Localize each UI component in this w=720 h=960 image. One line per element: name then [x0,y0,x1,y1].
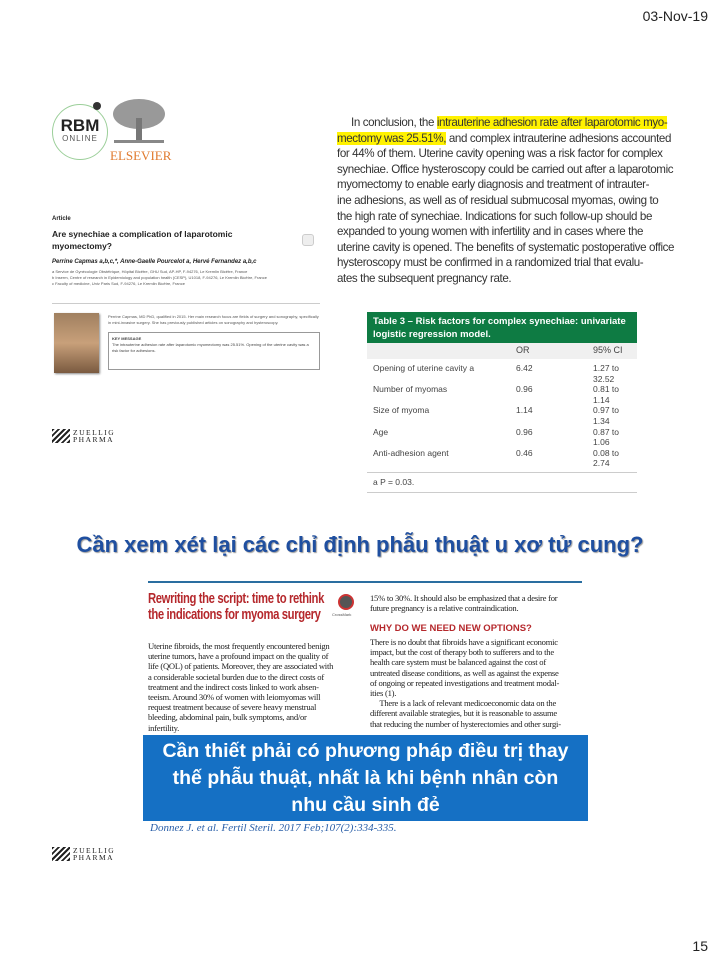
rbm-online-logo [52,104,108,160]
table-cell: Opening of uterine cavity a [373,363,475,373]
article-affiliations [52,269,322,287]
text-line: request treatment because of severe heavy menstrual [148,702,317,713]
text-line: infertility. [148,722,180,733]
table-cell: 0.81 to 1.14 [593,384,619,405]
table-cell: 0.08 to 2.74 [593,447,619,469]
text-line: health care system must be balanced against the cost of [370,657,546,668]
table-cell: 0.96 [516,426,533,437]
text-line: treatment and the indirect costs linked to work absen- [148,681,319,692]
section-heading: WHY DO WE NEED NEW OPTIONS? [370,623,532,634]
conclusion-line: synechiae. Office hysteroscopy could be carried out after a laparotomic [337,162,674,176]
text-line: different available strategies, but it is reasonable to assume [370,708,557,719]
column-header: 95% CI [593,345,623,355]
zuellig-pharma-logo [52,428,136,444]
text-line: bleeding, abdominal pain, bulk symptoms, and/or [148,712,307,723]
callout-line: thế phẫu thuật, nhất là khi bệnh nhân còn [172,767,559,789]
text-line: impact, but the cost of therapy both to sufferers and to the [370,647,554,658]
table-footnote: a P = 0.03. [367,473,637,493]
article1-header [52,216,322,287]
table-title: Table 3 – Risk factors for complex synechiae: univariate logistic regression model. [367,312,637,343]
highlighted-text: mectomy was 25.51%, [337,131,447,145]
table-cell: 0.46 [516,447,533,458]
table-cell: Number of myomas [373,384,448,395]
crossmark-label: CrossMark [332,612,352,617]
rbm-logo-text: RBM [60,116,100,135]
conclusion-line: expanded to young women with infertility and in cases where the [337,225,644,239]
conclusion-line: the high rate of synechiae. Indications for such follow-up should be [337,209,653,223]
conclusion-line: for 44% of them. Uterine cavity opening was a risk factor for complex [337,147,663,161]
divider [52,303,320,304]
affiliation: c Faculty of medicine, Univ Paris Sud, F-94276, Le Kremlin Bicêtre, France [52,281,185,286]
article2-right-top [370,593,585,613]
column-header: OR [516,345,530,355]
zuellig-text: PHARMA [73,853,115,862]
article2-right-column [370,637,585,729]
zuellig-text: ZUELLIG [73,428,116,437]
text-line: future pregnancy is a relative contraindication. [370,603,519,614]
callout-line: nhu cầu sinh đẻ [291,794,440,816]
table-cell: 0.96 [516,384,533,395]
table-cell: 1.14 [516,405,533,416]
text-line: 15% to 30%. It should also be emphasized that a desire for [370,593,558,603]
key-message-text: The intrauterine adhesion rate after laparotomic myomectomy was 25.51%. Opening of the uterine cavity was a risk factor for adhesions. [112,342,309,353]
table-row [367,427,637,448]
rbm-logo-subtext: ONLINE [62,134,98,143]
slide-date: 03-Nov-19 [642,8,708,24]
slide-title: Cần xem xét lại các chỉ định phẫu thuật u xơ tử cung? [76,532,644,557]
table-cell: 6.42 [516,363,533,373]
author-bio: Perrine Capmas, MD PhD, qualified in 2015. Her main research focus are fields of surgery and sonography, specifically in mini-invasive surgery. She has previously published articles on sonography and hysteroscopy. [108,314,319,325]
table-row [367,363,637,384]
risk-factor-table [367,312,637,493]
text-line: life (QOL) of patients. Moreover, they are associated with [148,661,334,672]
conclusion-text: In conclusion, the [351,116,437,129]
conclusion-line: ine adhesions, as well as of residual submucosal myomas, owing to [337,193,659,207]
key-message-label: KEY MESSAGE [112,336,142,341]
conclusion-paragraph [337,115,702,287]
highlighted-text: intrauterine adhesion rate after laparotomic myo- [436,116,668,129]
table-cell: Age [373,426,389,437]
table-row [367,448,637,469]
article-title: Are synechiae a complication of laparotomic myomectomy? [52,229,233,251]
article2-title: Rewriting the script: time to rethink the indications for myoma surgery [148,591,324,623]
affiliation: a Service de Gynécologie Obstétrique, Hôpital Bicêtre, GHU Sud, AP-HP, F-94276, Le Kremlin Bicêtre, France [52,269,248,274]
table-row [367,405,637,426]
text-line: uterine tumors, have a profound impact on the quality of [148,651,329,662]
article-kind: Article [52,216,71,222]
key-message-box [108,332,320,370]
table-cell: 1.27 to 32.52 [593,363,619,384]
table-body [367,359,637,473]
elsevier-logo-text: ELSEVIER [110,148,172,163]
text-line: There is a lack of relevant medicoeconomic data on the [370,698,557,709]
text-line: There is no doubt that fibroids have a significant economic [370,637,558,647]
text-line: that reducing the number of hysterectomies and other surgi- [370,718,561,729]
table-cell: Size of myoma [373,405,430,416]
article2-left-column [148,641,356,733]
article-authors: Perrine Capmas a,b,c,*, Anne-Gaelle Pourcelot a, Hervé Fernandez a,b,c [52,259,257,265]
callout-line: Cần thiết phải có phương pháp điều trị thay [162,740,569,762]
column-header [373,345,516,357]
page-number: 15 [692,938,708,954]
text-line: untreated disease conditions, as well as against the expense [370,667,559,678]
conclusion-line: myomectomy to enable early diagnosis and treatment of intrauter- [337,178,650,192]
zuellig-text: PHARMA [73,435,115,444]
conclusion-line: hysteroscopy must be confirmed in a randomized trial that evalu- [337,256,644,270]
conclusion-line: ates the subsequent pregnancy rate. [337,271,512,285]
conclusion-text: and complex intrauterine adhesions accounted [446,131,672,145]
text-line: a considerable societal burden due to the direct costs of [148,671,324,682]
citation: Donnez J. et al. Fertil Steril. 2017 Feb;107(2):334-335. [150,822,397,834]
table-cell: Anti-adhesion agent [373,447,449,458]
elsevier-tree-icon [112,98,166,144]
text-line: of ongoing or repeated investigations and treatment modal- [370,677,560,688]
author-photo [54,313,99,373]
table-row [367,384,637,405]
crossmark-icon [302,234,314,246]
text-line: ities (1). [370,688,397,699]
text-line: Uterine fibroids, the most frequently encountered benign [148,641,330,651]
crossmark-icon [338,594,354,610]
conclusion-line: uterine cavity is opened. The benefits of systematic postoperative office [337,240,675,254]
divider [148,581,582,583]
callout-box [143,735,588,821]
table-header-row [367,343,637,359]
zuellig-text: ZUELLIG [73,846,116,855]
text-line: teeism. Around 30% of women with leiomyomas will [148,692,321,703]
table-cell: 0.97 to 1.34 [593,405,619,426]
table-cell: 0.87 to 1.06 [593,426,619,448]
zuellig-pharma-logo [52,846,136,862]
affiliation: b Inserm, Centre of research in Epidemiology and population health (CESP), U1018, F-94276, Le Kremlin Bicêtre, France [52,275,267,280]
